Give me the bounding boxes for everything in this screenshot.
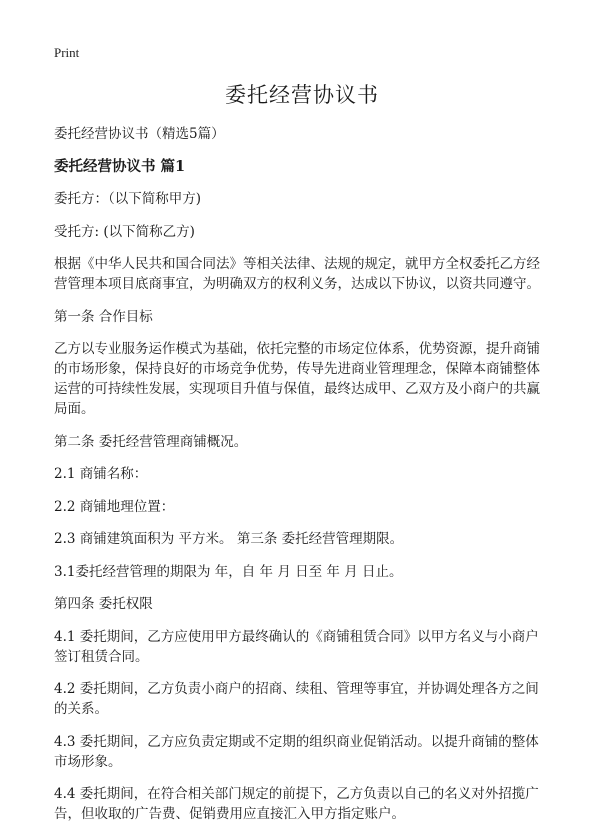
clause-4-2: 4.2 委托期间，乙方负责小商户的招商、续租、管理等事宜，并协调处理各方之间的关系。 bbox=[54, 681, 539, 717]
paragraph-client: 委托方：（以下简称甲方) bbox=[54, 191, 202, 207]
article-1-body: 乙方以专业服务运作模式为基础，依托完整的市场定位体系，优势资源，提升商铺的市场形象，保持良好的市场竞争优势，传导先进商业管理理念，保障本商铺整体运营的可持续性发展，实现项目升值与保值，最终达成甲、乙双方及小商户的共赢局面。 bbox=[54, 341, 540, 417]
print-link[interactable]: Print bbox=[54, 45, 80, 60]
document-subtitle: 委托经营协议书（精选5篇） bbox=[54, 126, 225, 142]
clause-4-1: 4.1 委托期间，乙方应使用甲方最终确认的《商铺租赁合同》以甲方名义与小商户签订租赁合同。 bbox=[54, 628, 539, 665]
clause-4-3: 4.3 委托期间，乙方应负责定期或不定期的组织商业促销活动。以提升商铺的整体市场形象。 bbox=[54, 733, 539, 770]
article-2-heading: 第二条 委托经营管理商铺概况。 bbox=[54, 433, 248, 450]
article-4-heading: 第四条 委托权限 bbox=[54, 596, 153, 612]
document-title: 委托经营协议书 bbox=[225, 83, 379, 107]
clause-4-4: 4.4 委托期间，在符合相关部门规定的前提下，乙方负责以自己的名义对外招揽广告，但收取的广告费、促销费用应直接汇入甲方指定账户。 bbox=[54, 786, 539, 822]
clause-2-3: 2.3 商铺建筑面积为 平方米。 第三条 委托经营管理期限。 bbox=[54, 531, 404, 547]
section-heading: 委托经营协议书 篇1 bbox=[54, 157, 186, 175]
clause-2-2: 2.2 商铺地理位置： bbox=[54, 498, 175, 515]
article-1-heading: 第一条 合作目标 bbox=[54, 308, 153, 325]
clause-3-1: 3.1委托经营管理的期限为 年，自 年 月 日至 年 月 日止。 bbox=[54, 563, 403, 580]
paragraph-trustee: 受托方: (以下简称乙方) bbox=[54, 223, 195, 240]
paragraph-preamble: 根据《中华人民共和国合同法》等相关法律、法规的规定，就甲方全权委托乙方经营管理本项目底商事宜，为明确双方的权利义务，达成以下协议，以资共同遵守。 bbox=[54, 256, 540, 292]
clause-2-1: 2.1 商铺名称： bbox=[54, 466, 148, 482]
